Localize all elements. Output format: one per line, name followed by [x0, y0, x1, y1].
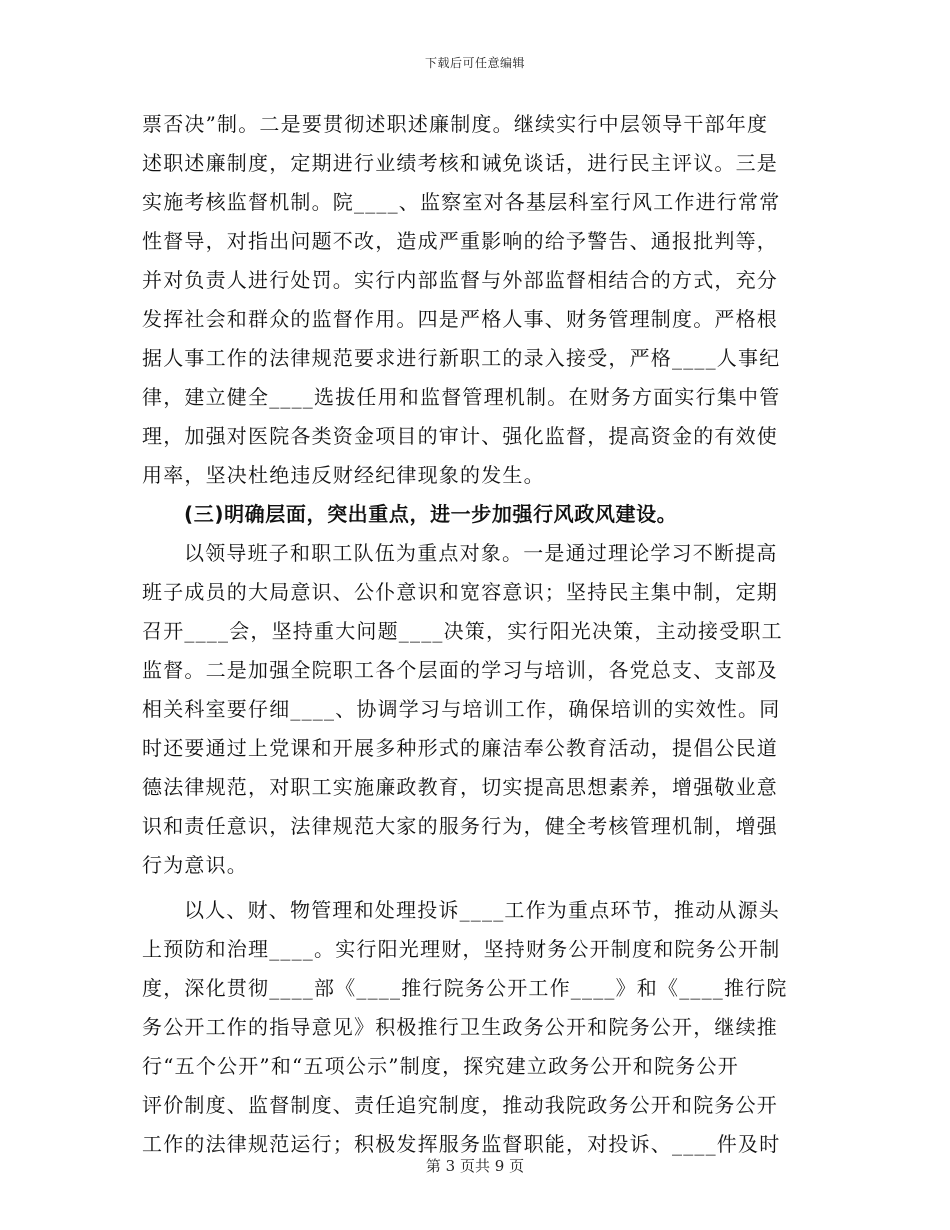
document-body [142, 105, 806, 1164]
text-line: 召开____会，坚持重大问题____决策，实行阳光决策，主动接受职工 [142, 619, 783, 643]
text-line: 据人事工作的法律规范要求进行新职工的录入接受，严格____人事纪 [142, 346, 781, 370]
section-heading: (三)明确层面，突出重点，进一步加强行风政风建设。 [184, 502, 678, 526]
page-header: 下载后可任意编辑 [424, 56, 525, 70]
text-line: 理，加强对医院各类资金项目的审计、强化监督，提高资金的有效使 [142, 424, 778, 448]
text-line: 性督导，对指出问题不改，造成严重影响的给予警告、通报批判等， [142, 229, 778, 253]
text-line: 以领导班子和职工队伍为重点对象。一是通过理论学习不断提高 [184, 541, 778, 565]
text-line: 识和责任意识，法律规范大家的服务行为，健全考核管理机制，增强 [142, 814, 778, 838]
text-line: 工作的法律规范运行；积极发挥服务监督职能，对投诉、____件及时 [142, 1132, 781, 1156]
text-line: 并对负责人进行处罚。实行内部监督与外部监督相结合的方式，充分 [142, 268, 778, 292]
text-line: 行“五个公开”和“五项公示”制度，探究建立政务公开和院务公开 [142, 1054, 739, 1078]
text-line: 度，深化贯彻____部《____推行院务公开工作____》和《____推行院 [142, 976, 788, 1000]
text-line: 述职述廉制度，定期进行业绩考核和诫免谈话，进行民主评议。三是 [142, 151, 778, 175]
text-line: 以人、财、物管理和处理投诉____工作为重点环节，推动从源头 [184, 898, 780, 922]
text-line: 监督。二是加强全院职工各个层面的学习与培训，各党总支、支部及 [142, 658, 778, 682]
text-line: 上预防和治理____。实行阳光理财，坚持财务公开制度和院务公开制 [142, 937, 781, 961]
text-line: 行为意识。 [142, 853, 248, 877]
text-line: 相关科室要仔细____、协调学习与培训工作，确保培训的实效性。同 [142, 697, 781, 721]
text-line: 德法律规范，对职工实施廉政教育，切实提高思想素养，增强敬业意 [142, 775, 778, 799]
text-line: 发挥社会和群众的监督作用。四是严格人事、财务管理制度。严格根 [142, 307, 778, 331]
text-line: 律，建立健全____选拔任用和监督管理机制。在财务方面实行集中管 [142, 385, 781, 409]
text-line: 实施考核监督机制。院____、监察室对各基层科室行风工作进行常常 [142, 190, 781, 214]
text-line: 务公开工作的指导意见》积极推行卫生政务公开和院务公开，继续推 [142, 1015, 778, 1039]
text-line: 用率，坚决杜绝违反财经纪律现象的发生。 [142, 463, 545, 487]
page-footer: 第 3 页共 9 页 [425, 1157, 525, 1175]
text-line: 评价制度、监督制度、责任追究制度，推动我院政务公开和院务公开 [142, 1093, 778, 1117]
text-line: 时还要通过上党课和开展多种形式的廉洁奉公教育活动，提倡公民道 [142, 736, 778, 760]
text-line: 票否决”制。二是要贯彻述职述廉制度。继续实行中层领导干部年度 [142, 112, 769, 136]
text-line: 班子成员的大局意识、公仆意识和宽容意识；坚持民主集中制，定期 [142, 580, 778, 604]
